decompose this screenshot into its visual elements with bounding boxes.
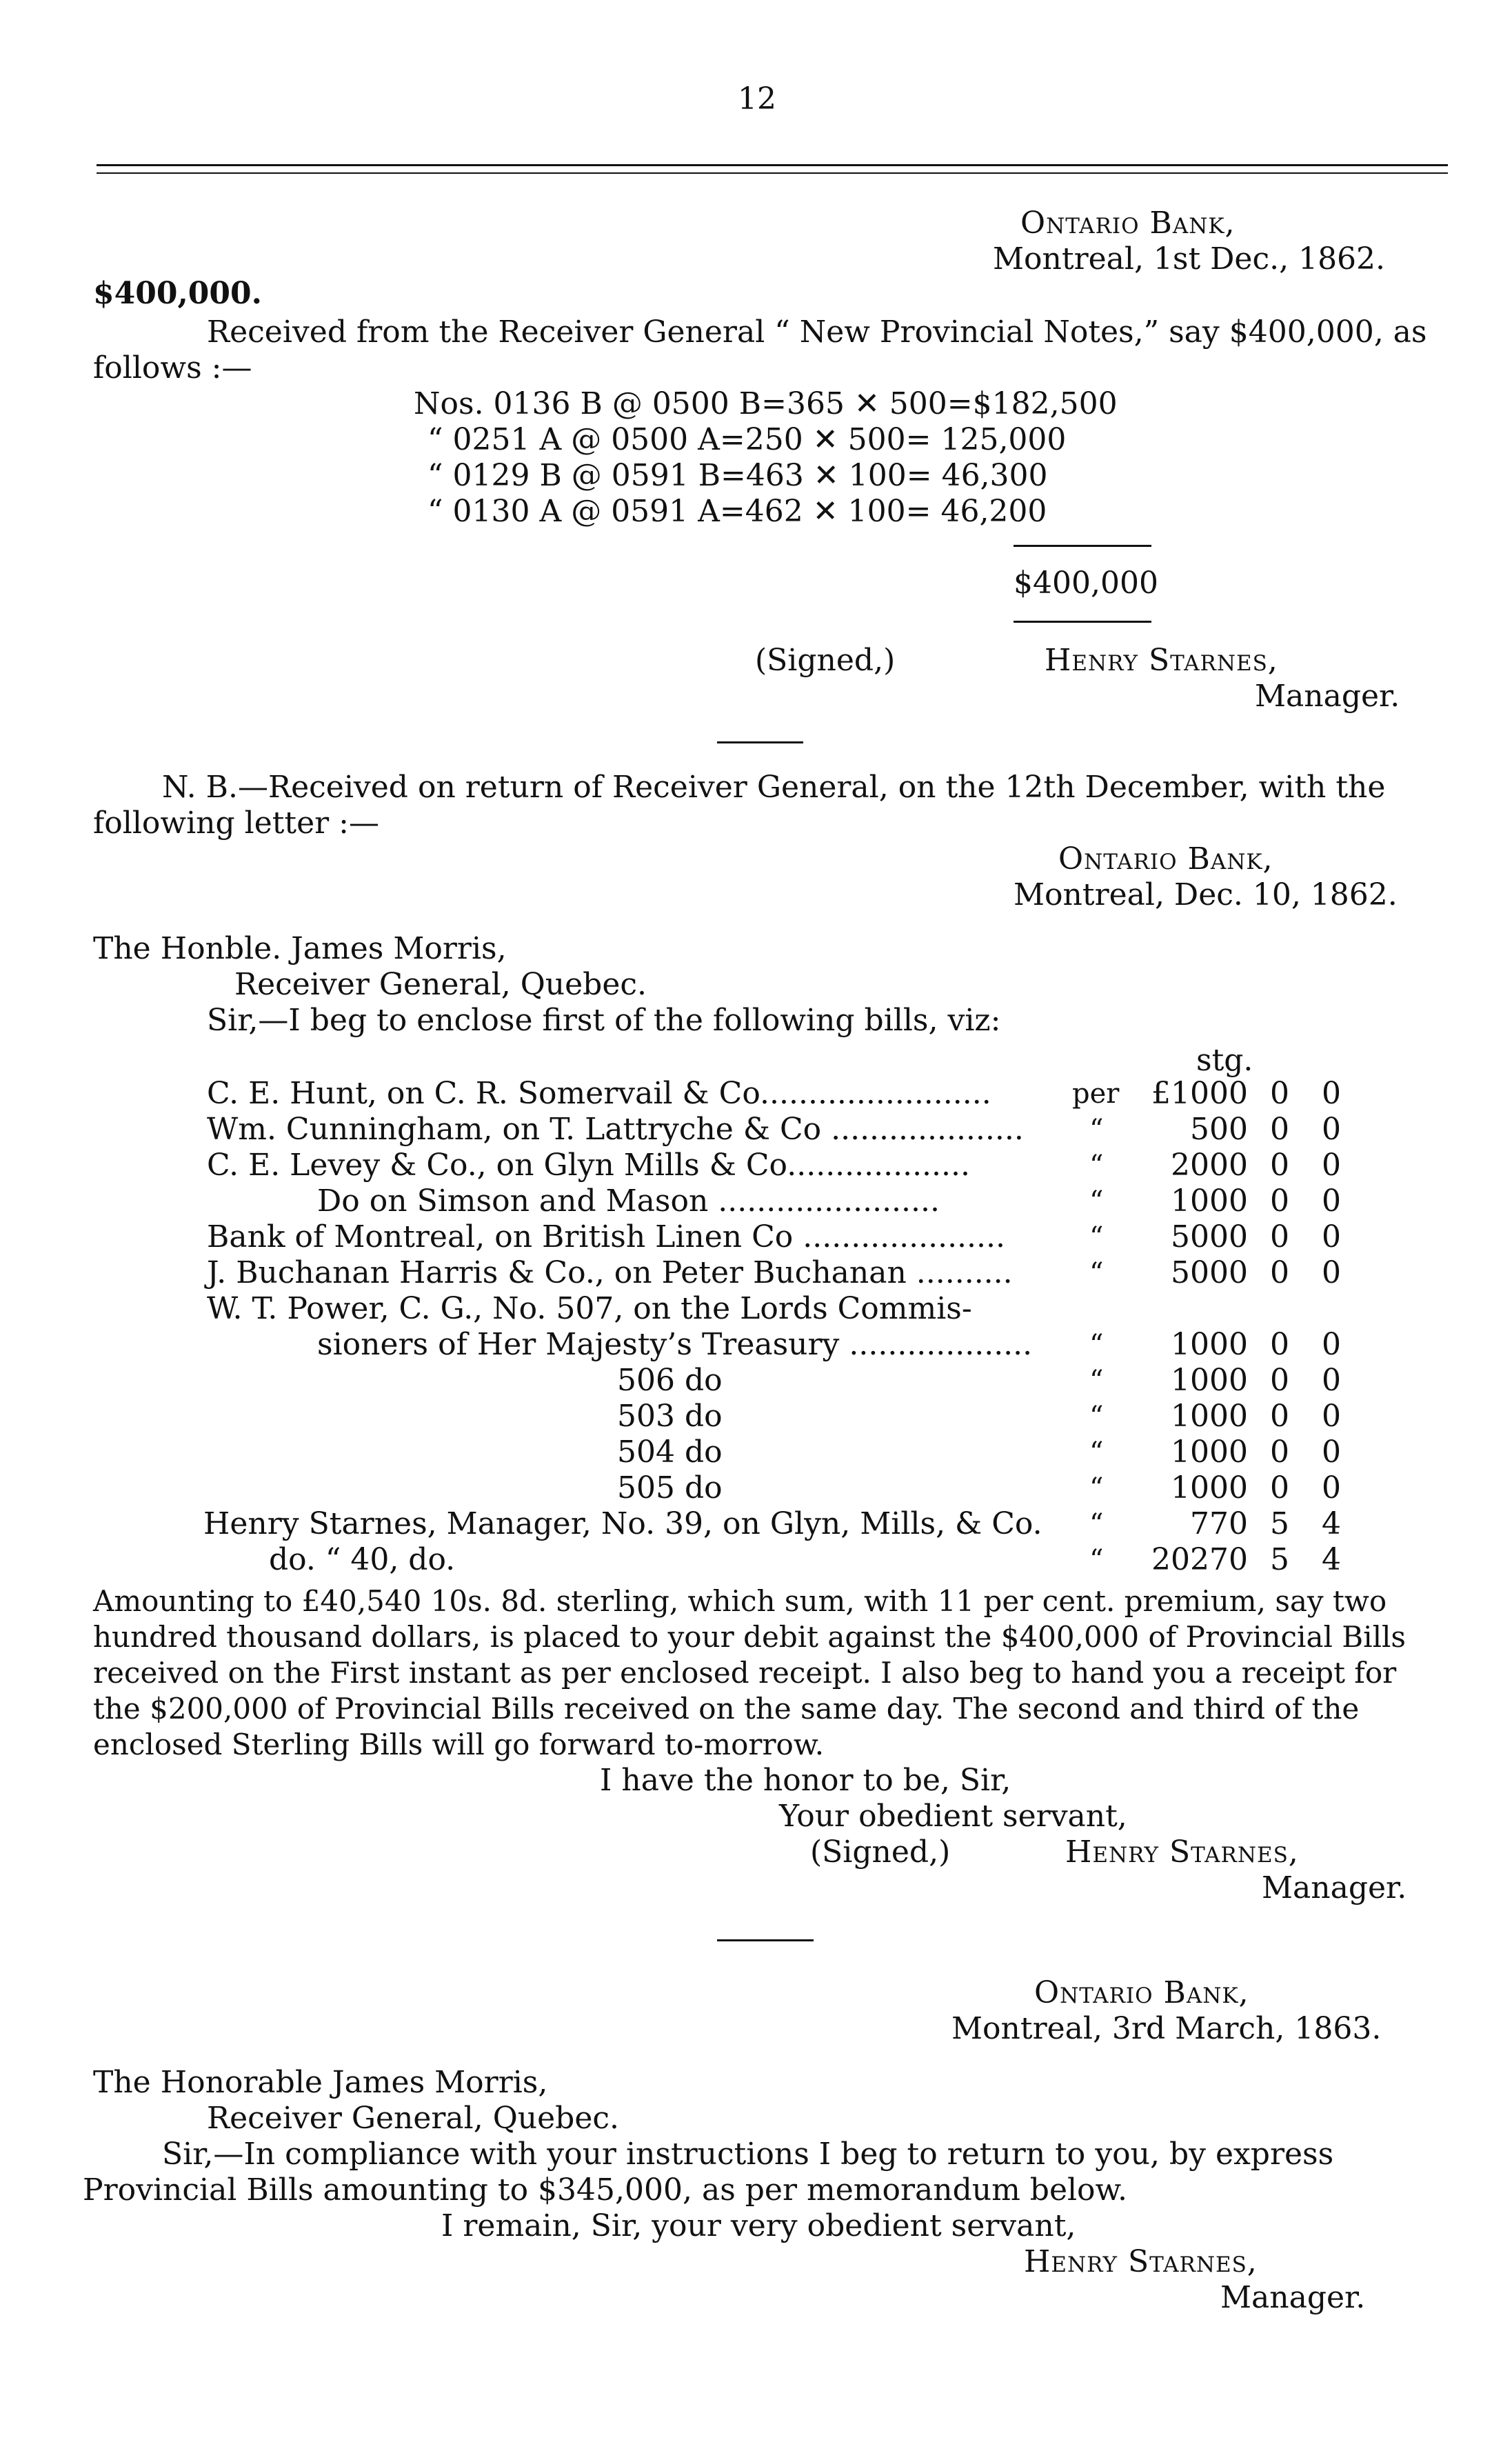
letter1-signer: Henry Starnes,: [1045, 643, 1278, 678]
letter1-signed: (Signed,): [755, 643, 896, 678]
bill-amount: £1000: [1151, 1076, 1248, 1111]
bill-desc: Bank of Montreal, on British Linen Co .....................: [207, 1219, 1005, 1254]
bill-shillings: 0: [1270, 1148, 1289, 1183]
bill-shillings: 0: [1270, 1183, 1289, 1219]
bill-ditto: “: [1089, 1329, 1104, 1361]
bill-amount: 2000: [1171, 1148, 1248, 1183]
letter2-closing: I have the honor to be, Sir,: [600, 1763, 1011, 1798]
bill-ditto: “: [1089, 1365, 1104, 1397]
bill-ditto: “: [1089, 1437, 1104, 1468]
page-number: 12: [738, 81, 776, 117]
bill-desc: Wm. Cunningham, on T. Lattryche & Co ....................: [207, 1112, 1024, 1147]
letter2-addressee: The Honble. James Morris,: [93, 931, 507, 966]
note-line: “ 0129 B @ 0591 B=463 ✕ 100= 46,300: [427, 458, 1048, 493]
bill-pence: 4: [1322, 1542, 1341, 1577]
bill-shillings: 0: [1270, 1363, 1289, 1398]
bill-pence: 0: [1322, 1112, 1341, 1147]
bill-amount: 20270: [1151, 1542, 1248, 1577]
bill-amount: 770: [1190, 1506, 1248, 1541]
letter2-signed: (Signed,): [810, 1834, 951, 1870]
nb-line1: N. B.—Received on return of Receiver General, on the 12th December, with the: [162, 770, 1386, 805]
letter2-addressee-title: Receiver General, Quebec.: [234, 967, 647, 1002]
note-line: “ 0130 A @ 0591 A=462 ✕ 100= 46,200: [427, 494, 1047, 529]
letter3-bank: Ontario Bank,: [1034, 1975, 1249, 2010]
bill-desc: 503 do: [617, 1399, 723, 1434]
bill-shillings: 0: [1270, 1219, 1289, 1254]
bill-amount: 1000: [1171, 1183, 1248, 1219]
bill-shillings: 0: [1270, 1434, 1289, 1470]
bill-pence: 0: [1322, 1399, 1341, 1434]
bill-shillings: 5: [1270, 1506, 1289, 1541]
letter1-place-date: Montreal, 1st Dec., 1862.: [993, 241, 1386, 277]
total-underline: [1014, 621, 1151, 623]
bill-amount: 1000: [1171, 1470, 1248, 1506]
bill-pence: 0: [1322, 1076, 1341, 1111]
letter3-body1: Sir,—In compliance with your instructions I beg to return to you, by express: [162, 2137, 1334, 2172]
letter3-body2: Provincial Bills amounting to $345,000, as per memorandum below.: [83, 2172, 1127, 2208]
bill-pence: 0: [1322, 1363, 1341, 1398]
header-rule-bottom: [97, 172, 1448, 174]
bill-shillings: 0: [1270, 1327, 1289, 1362]
bill-desc: C. E. Hunt, on C. R. Somervail & Co........................: [207, 1076, 991, 1111]
note-line: Nos. 0136 B @ 0500 B=365 ✕ 500=$182,500: [414, 386, 1118, 421]
bill-pence: 0: [1322, 1183, 1341, 1219]
letter2-place-date: Montreal, Dec. 10, 1862.: [1014, 877, 1398, 912]
letter2-title: Manager.: [1262, 1870, 1407, 1906]
bill-ditto: “: [1089, 1544, 1104, 1576]
bill-shillings: 0: [1270, 1399, 1289, 1434]
bill-pence: 0: [1322, 1327, 1341, 1362]
bill-pence: 0: [1322, 1434, 1341, 1470]
bill-ditto: “: [1089, 1401, 1104, 1432]
bill-desc: W. T. Power, C. G., No. 507, on the Lords Commis-: [207, 1291, 972, 1326]
letter1-line2: follows :—: [93, 350, 252, 386]
bill-desc: Do on Simson and Mason .......................: [317, 1183, 940, 1219]
bill-amount: 1000: [1171, 1327, 1248, 1362]
bill-desc: 504 do: [617, 1434, 723, 1470]
bill-pence: 0: [1322, 1470, 1341, 1506]
bill-desc: do. “ 40, do.: [269, 1542, 456, 1577]
bill-amount: 5000: [1171, 1219, 1248, 1254]
letter2-body-line: Amounting to £40,540 10s. 8d. sterling, which sum, with 11 per cent. premium, say two: [93, 1584, 1387, 1618]
bill-pence: 4: [1322, 1506, 1341, 1541]
bill-ditto: “: [1089, 1257, 1104, 1289]
letter3-title: Manager.: [1220, 2280, 1366, 2315]
bill-desc: sioners of Her Majesty’s Treasury ...................: [317, 1327, 1033, 1362]
bill-desc: C. E. Levey & Co., on Glyn Mills & Co...................: [207, 1148, 970, 1183]
notes-total: $400,000: [1014, 566, 1158, 601]
bill-amount: 1000: [1171, 1363, 1248, 1398]
bill-shillings: 0: [1270, 1076, 1289, 1111]
letter3-signer: Henry Starnes,: [1024, 2244, 1258, 2279]
letter2-bank: Ontario Bank,: [1058, 841, 1273, 877]
bill-amount: 1000: [1171, 1399, 1248, 1434]
letter1-title: Manager.: [1255, 679, 1400, 714]
bill-ditto: “: [1089, 1221, 1104, 1253]
bill-shillings: 0: [1270, 1112, 1289, 1147]
letter2-body-line: received on the First instant as per enclosed receipt. I also beg to hand you a receipt for: [93, 1656, 1397, 1690]
letter3-addressee-title: Receiver General, Quebec.: [207, 2101, 619, 2136]
letter2-body-line: the $200,000 of Provincial Bills received on the same day. The second and third of the: [93, 1692, 1360, 1726]
letter3-place-date: Montreal, 3rd March, 1863.: [951, 2011, 1382, 2046]
bill-ditto: “: [1089, 1186, 1104, 1217]
bill-pence: 0: [1322, 1255, 1341, 1290]
section-divider: [717, 741, 803, 743]
letter2-body-line: hundred thousand dollars, is placed to your debit against the $400,000 of Provincial Bills: [93, 1620, 1406, 1654]
letter1-bank: Ontario Bank,: [1020, 206, 1236, 241]
bill-amount: 5000: [1171, 1255, 1248, 1290]
bill-amount: 500: [1190, 1112, 1248, 1147]
bill-desc: 506 do: [617, 1363, 723, 1398]
bill-shillings: 0: [1270, 1470, 1289, 1506]
letter2-closing2: Your obedient servant,: [779, 1799, 1127, 1834]
bill-ditto: “: [1089, 1150, 1104, 1181]
bill-pence: 0: [1322, 1148, 1341, 1183]
currency-label: stg.: [1196, 1043, 1253, 1078]
notes-sum-rule: [1014, 545, 1151, 547]
letter1-line1: Received from the Receiver General “ New Provincial Notes,” say $400,000, as: [207, 314, 1427, 350]
bill-ditto: “: [1089, 1508, 1104, 1540]
section-divider: [717, 1939, 814, 1941]
header-rule-top: [97, 164, 1448, 166]
letter2-salutation: Sir,—I beg to enclose first of the following bills, viz:: [207, 1003, 1001, 1038]
bill-shillings: 5: [1270, 1542, 1289, 1577]
note-line: “ 0251 A @ 0500 A=250 ✕ 500= 125,000: [427, 422, 1067, 457]
letter3-addressee: The Honorable James Morris,: [93, 2065, 548, 2100]
nb-line2: following letter :—: [93, 806, 379, 841]
bill-shillings: 0: [1270, 1255, 1289, 1290]
bill-desc: J. Buchanan Harris & Co., on Peter Buchanan ..........: [207, 1255, 1013, 1290]
bill-pence: 0: [1322, 1219, 1341, 1254]
bill-ditto: “: [1089, 1114, 1104, 1146]
letter2-signer: Henry Starnes,: [1065, 1834, 1299, 1870]
bill-desc: Henry Starnes, Manager, No. 39, on Glyn, Mills, & Co.: [203, 1506, 1042, 1541]
letter3-closing: I remain, Sir, your very obedient servant,: [441, 2208, 1076, 2243]
bill-ditto: per: [1072, 1078, 1120, 1110]
bill-ditto: “: [1089, 1472, 1104, 1504]
bill-desc: 505 do: [617, 1470, 723, 1506]
letter1-amount-heading: $400,000.: [93, 276, 262, 311]
bill-amount: 1000: [1171, 1434, 1248, 1470]
letter2-body-line: enclosed Sterling Bills will go forward to-morrow.: [93, 1728, 825, 1761]
